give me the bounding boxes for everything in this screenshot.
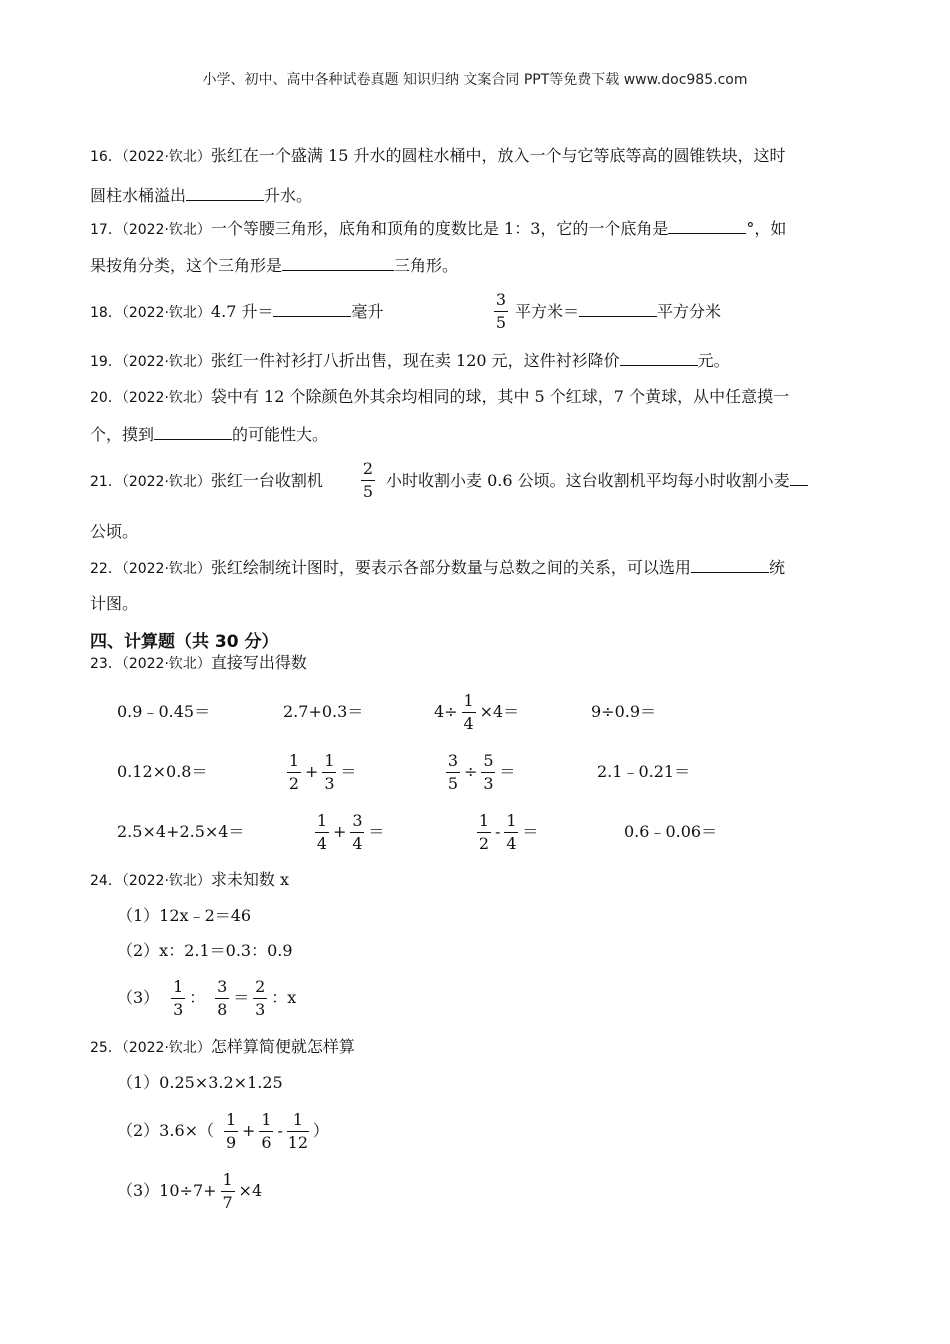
q25-source: （2022·钦北） xyxy=(121,1040,211,1056)
fraction: $\frac{1}{3}$ xyxy=(324,750,335,793)
fraction: $\frac{3}{4}$ xyxy=(352,810,363,853)
q20-text1: 袋中有 12 个除颜色外其余均相同的球，其中 5 个红球，7 个黄球，从中任意摸一 xyxy=(210,387,790,406)
q18-blank1[interactable] xyxy=(273,302,351,317)
q19-b: 元。 xyxy=(697,351,730,370)
q20-text2b: 的可能性大。 xyxy=(232,425,329,444)
question-22-line1 xyxy=(90,558,785,579)
fraction: $\frac{1}{4}$ xyxy=(463,690,474,733)
fraction: $\frac{1}{12}$ xyxy=(287,1109,309,1152)
q17-text2b: 三角形。 xyxy=(394,256,459,275)
question-19 xyxy=(90,351,730,372)
q16-text1: 张红在一个盛满 15 升水的圆柱水桶中，放入一个与它等底等高的圆锥铁块，这时 xyxy=(210,146,786,165)
q20-text2a: 个，摸到 xyxy=(90,425,155,444)
fraction: $\frac{3}{8}$ xyxy=(217,976,228,1019)
q18-part2 xyxy=(515,302,721,322)
fraction: $\frac{1}{3}$ xyxy=(173,976,184,1019)
q25-number: 25． xyxy=(90,1040,122,1056)
q17-text2a: 果按角分类，这个三角形是 xyxy=(90,256,283,275)
q23-number: 23． xyxy=(90,656,122,672)
q21-fraction xyxy=(357,460,379,501)
q22-b: 统 xyxy=(768,558,785,577)
question-20-line1 xyxy=(90,387,789,408)
fraction: $\frac{3}{5}$ xyxy=(495,290,507,332)
q23-r2c3: $\frac{3}{5}$ ÷ $\frac{5}{3}$ ＝ xyxy=(447,750,516,793)
q24-part2: （2）x：2.1＝0.3：0.9 xyxy=(117,941,293,960)
q23-title: 直接写出得数 xyxy=(210,653,307,672)
q23-source: （2022·钦北） xyxy=(121,656,211,672)
q16-source: （2022·钦北） xyxy=(121,149,211,165)
q17-source: （2022·钦北） xyxy=(121,222,211,238)
q17-blank-type[interactable] xyxy=(282,256,394,271)
question-17-line2 xyxy=(90,256,458,276)
q23-r1c1: 0.9﹣0.45＝ xyxy=(117,702,211,721)
q24-part3: （3） $\frac{1}{3}$ ： $\frac{3}{8}$ ＝ $\frac{2}{3}$ ：x xyxy=(117,976,297,1019)
q21-source: （2022·钦北） xyxy=(121,474,211,490)
q18-source: （2022·钦北） xyxy=(121,305,211,321)
q16-text2a: 圆柱水桶溢出 xyxy=(90,186,187,205)
q25-part1: （1）0.25×3.2×1.25 xyxy=(117,1073,283,1092)
fraction: $\frac{1}{2}$ xyxy=(288,750,300,793)
section-title: 四、计算题（共 30 分） xyxy=(90,632,279,652)
q21-part2 xyxy=(386,471,808,491)
q18-a: 4.7 升＝ xyxy=(210,302,274,321)
fraction: $\frac{1}{2}$ xyxy=(478,810,490,853)
q23-r2c1: 0.12×0.8＝ xyxy=(117,762,208,781)
q23-r3c3: $\frac{1}{2}$ - $\frac{1}{4}$ ＝ xyxy=(478,810,539,853)
fraction: $\frac{2}{5}$ xyxy=(362,459,374,501)
q22-number: 22． xyxy=(90,561,122,577)
q18-fraction xyxy=(490,291,512,332)
q18-blank2[interactable] xyxy=(579,302,657,317)
q24-title: 求未知数 x xyxy=(210,870,290,889)
question-21-line2: 公顷。 xyxy=(90,522,139,541)
question-17-line1 xyxy=(90,219,786,240)
question-16-line1 xyxy=(90,146,785,167)
q21-blank[interactable] xyxy=(790,471,808,486)
fraction: $\frac{5}{3}$ xyxy=(483,750,494,793)
q23-r1c3: 4÷ $\frac{1}{4}$ ×4＝ xyxy=(434,690,520,733)
question-22-line2: 计图。 xyxy=(90,594,139,613)
q19-a: 张红一件衬衫打八折出售，现在卖 120 元，这件衬衫降价 xyxy=(210,351,620,370)
q23-r2c4: 2.1﹣0.21＝ xyxy=(597,762,691,781)
question-18 xyxy=(90,302,383,323)
question-24-title xyxy=(90,870,289,891)
question-23-title xyxy=(90,653,307,674)
q23-r3c1: 2.5×4+2.5×4＝ xyxy=(117,822,245,841)
q18-d: 平方分米 xyxy=(657,302,722,321)
q17-text1b: °，如 xyxy=(746,219,787,238)
q25-title: 怎样算简便就怎样算 xyxy=(210,1037,355,1056)
fraction: $\frac{1}{9}$ xyxy=(225,1109,237,1152)
q16-number: 16． xyxy=(90,149,122,165)
fraction: $\frac{1}{6}$ xyxy=(261,1109,272,1152)
q22-blank[interactable] xyxy=(691,558,769,573)
q16-text2b: 升水。 xyxy=(264,186,313,205)
question-25-title xyxy=(90,1037,355,1058)
q24-number: 24． xyxy=(90,873,122,889)
q17-blank-angle[interactable] xyxy=(668,219,746,234)
q23-r1c4: 9÷0.9＝ xyxy=(591,702,657,721)
fraction: $\frac{1}{4}$ xyxy=(316,810,328,853)
q17-text1a: 一个等腰三角形，底角和顶角的度数比是 1：3，它的一个底角是 xyxy=(210,219,669,238)
q20-source: （2022·钦北） xyxy=(121,390,211,406)
q16-answer-blank[interactable] xyxy=(186,186,264,201)
question-16-line2 xyxy=(90,186,312,206)
fraction: $\frac{2}{3}$ xyxy=(255,976,266,1019)
q23-r1c2: 2.7+0.3＝ xyxy=(283,702,364,721)
q24-source: （2022·钦北） xyxy=(121,873,211,889)
q18-c: 平方米＝ xyxy=(515,302,580,321)
page-header: 小学、初中、高中各种试卷真题 知识归纳 文案合同 PPT等免费下载 www.doc985.com xyxy=(202,72,748,88)
q17-number: 17． xyxy=(90,222,122,238)
question-20-line2 xyxy=(90,425,328,445)
q23-r3c4: 0.6﹣0.06＝ xyxy=(624,822,718,841)
fraction: $\frac{1}{4}$ xyxy=(506,810,517,853)
q19-source: （2022·钦北） xyxy=(121,354,211,370)
q21-b: 小时收割小麦 0.6 公顷。这台收割机平均每小时收割小麦 xyxy=(386,471,790,490)
q22-a: 张红绘制统计图时，要表示各部分数量与总数之间的关系，可以选用 xyxy=(210,558,691,577)
q20-blank[interactable] xyxy=(154,425,232,440)
q19-number: 19． xyxy=(90,354,122,370)
fraction: $\frac{3}{5}$ xyxy=(447,750,459,793)
q21-a: 张红一台收割机 xyxy=(210,471,323,490)
q20-number: 20． xyxy=(90,390,122,406)
q24-part1: （1）12x﹣2＝46 xyxy=(117,906,252,925)
q18-number: 18． xyxy=(90,305,122,321)
q23-r3c2: $\frac{1}{4}$ + $\frac{3}{4}$ ＝ xyxy=(316,810,385,853)
question-21-line1 xyxy=(90,471,323,492)
q21-number: 21． xyxy=(90,474,122,490)
q19-blank[interactable] xyxy=(620,351,698,366)
q25-part2: （2）3.6×（ $\frac{1}{9}$ + $\frac{1}{6}$ - $\frac{1}{12}$ ） xyxy=(117,1109,329,1152)
q25-part3: （3）10÷7+ $\frac{1}{7}$ ×4 xyxy=(117,1169,263,1212)
q22-source: （2022·钦北） xyxy=(121,561,211,577)
q23-r2c2: $\frac{1}{2}$ + $\frac{1}{3}$ ＝ xyxy=(288,750,357,793)
q18-b: 毫升 xyxy=(351,302,384,321)
fraction: $\frac{1}{7}$ xyxy=(222,1169,233,1212)
